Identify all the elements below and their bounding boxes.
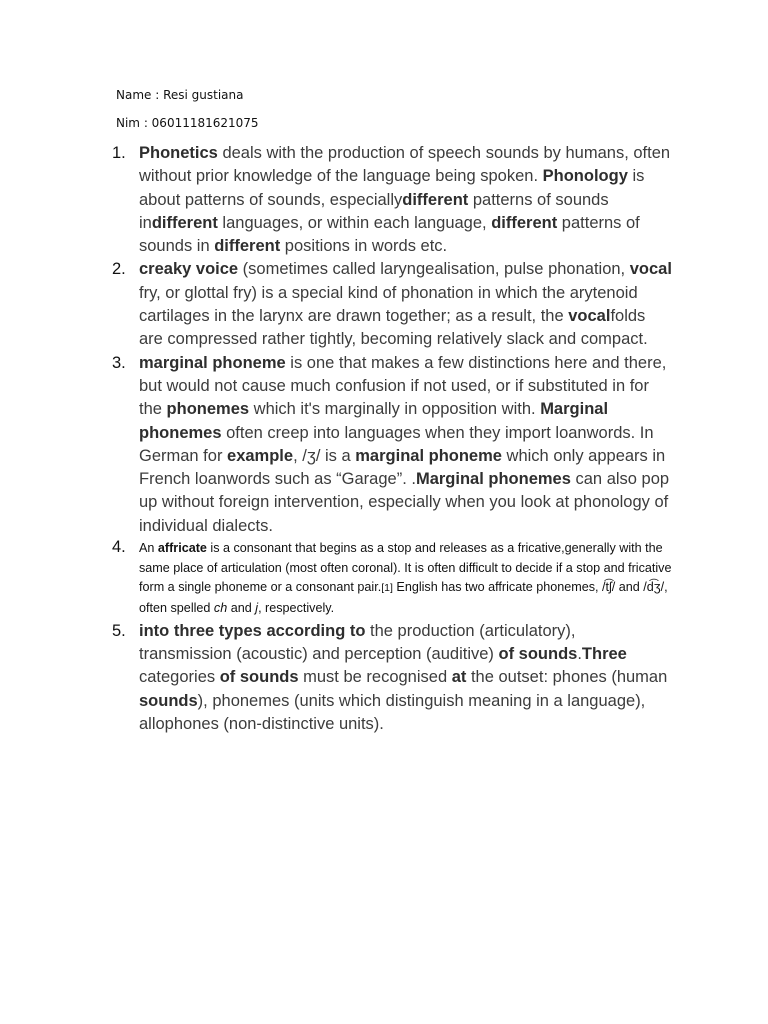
text-segment: fry, or glottal fry) is a special kind of phonation in which the arytenoid cartilages in the larynx are drawn together; as a result, the xyxy=(139,283,638,326)
bold-term: vocal xyxy=(568,307,611,326)
text-segment: An xyxy=(139,541,158,556)
answer-number: 5. xyxy=(112,621,126,640)
student-name: Name : Resi gustiana xyxy=(116,88,244,102)
answer-text xyxy=(139,622,667,733)
text-segment: (sometimes called laryngealisation, pulse phonation, xyxy=(238,260,630,279)
answer-item xyxy=(112,620,672,736)
text-segment: which it's marginally in opposition with. xyxy=(249,400,541,419)
bold-term: Marginal phonemes xyxy=(139,400,609,442)
bold-term: different xyxy=(151,213,218,232)
answer-item xyxy=(112,352,672,538)
answer-number: 4. xyxy=(112,538,126,557)
bold-term: Three xyxy=(581,645,627,664)
text-segment: the outset: phones (human xyxy=(466,668,668,687)
bold-term: creaky voice xyxy=(139,260,239,279)
text-segment: is one that makes a few distinctions here and there, but would not cause much confusion if not used, or if substituted in for the xyxy=(139,353,667,419)
bold-term: Marginal phonemes xyxy=(415,470,571,489)
text-segment: often creep into languages when they import loanwords. In German for xyxy=(139,423,654,465)
bold-term: affricate xyxy=(157,541,207,556)
bold-term: Phonetics xyxy=(139,144,218,162)
answer-text xyxy=(139,354,669,535)
bold-term: at xyxy=(451,668,467,687)
answer-number: 1. xyxy=(112,144,126,162)
text-segment: patterns of sounds in xyxy=(139,190,609,232)
text-segment: categories xyxy=(139,668,220,687)
answer-number: 2. xyxy=(112,260,126,279)
bold-term: different xyxy=(214,237,281,256)
bold-term: sounds xyxy=(139,691,198,710)
answer-item xyxy=(112,258,672,351)
italic-term: j xyxy=(255,601,259,616)
text-segment: . xyxy=(577,645,582,664)
text-segment: , /ʒ/ is a xyxy=(293,446,356,465)
bold-term: marginal phoneme xyxy=(139,353,286,372)
text-segment: the production (articulatory), transmission (acoustic) and perception (auditive) xyxy=(139,621,576,664)
reference-marker: [1] xyxy=(381,582,393,595)
bold-term: marginal phoneme xyxy=(355,446,502,465)
answer-text xyxy=(139,260,672,348)
text-segment: English has two affricate phonemes, /t͡ʃ/ and /d͡ʒ/, often spelled xyxy=(139,580,668,616)
answer-item xyxy=(112,538,672,620)
text-segment: languages, or within each language, xyxy=(217,213,492,232)
bold-term: phonemes xyxy=(166,400,250,419)
text-segment: ), phonemes (units which distinguish meaning in a language), allophones (non-distinctive units). xyxy=(139,691,646,734)
bold-term: example xyxy=(227,446,294,465)
answer-text xyxy=(139,144,670,255)
text-segment: , respectively. xyxy=(258,601,335,616)
text-segment: folds are compressed rather tightly, becoming relatively slack and compact. xyxy=(139,307,648,349)
text-segment: can also pop up without foreign intervention, especially when you look at phonology of individual dialects. xyxy=(139,470,670,535)
bold-term: into three types according to xyxy=(139,621,366,640)
student-nim: Nim : 06011181621075 xyxy=(116,116,259,130)
text-segment: patterns of sounds in xyxy=(139,213,640,256)
text-segment: and xyxy=(227,601,256,616)
text-segment: deals with the production of speech sounds by humans, often without prior knowledge of the language being spoken. xyxy=(139,144,671,186)
bold-term: of sounds xyxy=(498,645,578,664)
bold-term: different xyxy=(402,190,469,209)
text-segment: which only appears in French loanwords such as “Garage”. . xyxy=(139,446,666,489)
text-segment: is a consonant that begins as a stop and releases as a fricative,generally with the same place of articulation (most often coronal). It is often difficult to decide if a stop and fricative form a single phoneme or a consonant pair. xyxy=(139,541,672,595)
answer-text xyxy=(139,541,671,615)
bold-term: of sounds xyxy=(219,668,299,687)
text-segment: is about patterns of sounds, especially xyxy=(139,167,645,209)
italic-term: ch xyxy=(213,601,228,616)
answer-item xyxy=(112,142,672,258)
bold-term: Phonology xyxy=(542,167,628,186)
text-segment: positions in words etc. xyxy=(280,237,448,256)
bold-term: different xyxy=(491,213,558,232)
text-segment: must be recognised xyxy=(298,668,452,687)
answer-number: 3. xyxy=(112,353,126,372)
answer-list xyxy=(112,142,672,736)
bold-term: vocal xyxy=(629,260,672,279)
